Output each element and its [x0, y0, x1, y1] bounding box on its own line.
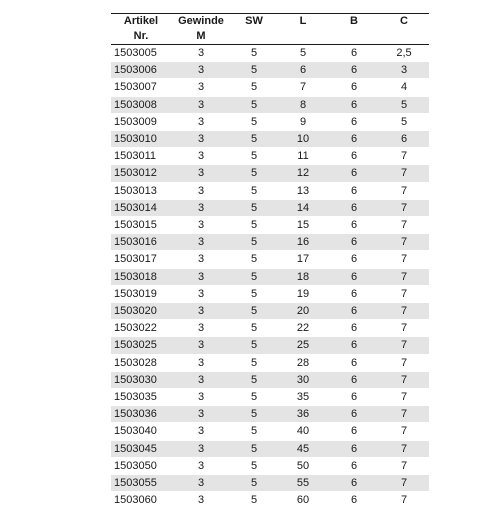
cell-artikel: 1503005 — [111, 45, 171, 62]
cell-b: 6 — [329, 165, 379, 182]
cell-gewinde: 3 — [171, 268, 231, 285]
cell-artikel: 1503008 — [111, 96, 171, 113]
cell-gewinde: 3 — [171, 217, 231, 234]
cell-gewinde: 3 — [171, 182, 231, 199]
cell-gewinde: 3 — [171, 199, 231, 216]
header-sw: SW — [231, 14, 277, 30]
cell-gewinde: 3 — [171, 303, 231, 320]
table-row — [111, 45, 429, 62]
cell-c: 7 — [379, 457, 429, 474]
cell-sw: 5 — [231, 113, 277, 130]
cell-artikel: 1503009 — [111, 113, 171, 130]
cell-c: 7 — [379, 182, 429, 199]
cell-gewinde: 3 — [171, 285, 231, 302]
cell-artikel: 1503006 — [111, 62, 171, 79]
header-c-sub — [379, 29, 429, 45]
cell-b: 6 — [329, 389, 379, 406]
cell-artikel: 1503013 — [111, 182, 171, 199]
cell-l: 9 — [277, 113, 329, 130]
table-row — [111, 371, 429, 388]
cell-l: 35 — [277, 389, 329, 406]
cell-l: 6 — [277, 62, 329, 79]
cell-gewinde: 3 — [171, 45, 231, 62]
cell-b: 6 — [329, 492, 379, 509]
cell-artikel: 1503025 — [111, 337, 171, 354]
table-row — [111, 475, 429, 492]
cell-gewinde: 3 — [171, 440, 231, 457]
cell-sw: 5 — [231, 475, 277, 492]
header-artikel: Artikel — [111, 14, 171, 30]
cell-sw: 5 — [231, 303, 277, 320]
cell-l: 50 — [277, 457, 329, 474]
cell-sw: 5 — [231, 182, 277, 199]
cell-sw: 5 — [231, 457, 277, 474]
cell-c: 7 — [379, 251, 429, 268]
cell-c: 2,5 — [379, 45, 429, 62]
cell-c: 7 — [379, 303, 429, 320]
table-row — [111, 148, 429, 165]
cell-gewinde: 3 — [171, 62, 231, 79]
cell-b: 6 — [329, 217, 379, 234]
cell-l: 36 — [277, 406, 329, 423]
cell-sw: 5 — [231, 285, 277, 302]
cell-b: 6 — [329, 62, 379, 79]
cell-c: 7 — [379, 320, 429, 337]
cell-c: 7 — [379, 440, 429, 457]
cell-c: 7 — [379, 475, 429, 492]
table-row — [111, 62, 429, 79]
cell-sw: 5 — [231, 148, 277, 165]
cell-c: 7 — [379, 199, 429, 216]
cell-l: 60 — [277, 492, 329, 509]
table-row — [111, 234, 429, 251]
cell-l: 12 — [277, 165, 329, 182]
cell-gewinde: 3 — [171, 320, 231, 337]
cell-b: 6 — [329, 320, 379, 337]
cell-l: 5 — [277, 45, 329, 62]
cell-sw: 5 — [231, 371, 277, 388]
cell-gewinde: 3 — [171, 457, 231, 474]
cell-l: 13 — [277, 182, 329, 199]
table-row — [111, 165, 429, 182]
cell-b: 6 — [329, 199, 379, 216]
cell-b: 6 — [329, 337, 379, 354]
cell-artikel: 1503060 — [111, 492, 171, 509]
cell-c: 5 — [379, 96, 429, 113]
cell-artikel: 1503019 — [111, 285, 171, 302]
cell-gewinde: 3 — [171, 96, 231, 113]
table-header — [111, 14, 429, 45]
cell-c: 6 — [379, 131, 429, 148]
cell-gewinde: 3 — [171, 423, 231, 440]
header-artikel-sub: Nr. — [111, 29, 171, 45]
table-row — [111, 113, 429, 130]
cell-sw: 5 — [231, 251, 277, 268]
cell-artikel: 1503020 — [111, 303, 171, 320]
cell-gewinde: 3 — [171, 79, 231, 96]
cell-artikel: 1503017 — [111, 251, 171, 268]
cell-l: 17 — [277, 251, 329, 268]
cell-sw: 5 — [231, 62, 277, 79]
cell-c: 5 — [379, 113, 429, 130]
cell-sw: 5 — [231, 440, 277, 457]
cell-artikel: 1503011 — [111, 148, 171, 165]
cell-l: 19 — [277, 285, 329, 302]
table-row — [111, 251, 429, 268]
cell-b: 6 — [329, 148, 379, 165]
header-row-sub — [111, 29, 429, 45]
header-l: L — [277, 14, 329, 30]
cell-artikel: 1503018 — [111, 268, 171, 285]
cell-l: 11 — [277, 148, 329, 165]
table-row — [111, 268, 429, 285]
cell-b: 6 — [329, 475, 379, 492]
table-row — [111, 217, 429, 234]
header-b: B — [329, 14, 379, 30]
cell-artikel: 1503022 — [111, 320, 171, 337]
cell-l: 22 — [277, 320, 329, 337]
cell-artikel: 1503010 — [111, 131, 171, 148]
table-row — [111, 492, 429, 509]
cell-sw: 5 — [231, 217, 277, 234]
cell-c: 7 — [379, 285, 429, 302]
table-row — [111, 182, 429, 199]
table-row — [111, 354, 429, 371]
table-row — [111, 79, 429, 96]
table-row — [111, 440, 429, 457]
cell-l: 30 — [277, 371, 329, 388]
table-row — [111, 199, 429, 216]
cell-gewinde: 3 — [171, 113, 231, 130]
cell-l: 18 — [277, 268, 329, 285]
cell-sw: 5 — [231, 337, 277, 354]
cell-l: 25 — [277, 337, 329, 354]
cell-b: 6 — [329, 251, 379, 268]
cell-sw: 5 — [231, 45, 277, 62]
cell-sw: 5 — [231, 199, 277, 216]
cell-sw: 5 — [231, 389, 277, 406]
cell-gewinde: 3 — [171, 148, 231, 165]
cell-sw: 5 — [231, 79, 277, 96]
cell-artikel: 1503028 — [111, 354, 171, 371]
cell-l: 8 — [277, 96, 329, 113]
cell-artikel: 1503030 — [111, 371, 171, 388]
cell-b: 6 — [329, 406, 379, 423]
cell-b: 6 — [329, 234, 379, 251]
cell-c: 7 — [379, 217, 429, 234]
cell-c: 7 — [379, 389, 429, 406]
cell-c: 4 — [379, 79, 429, 96]
cell-b: 6 — [329, 354, 379, 371]
cell-b: 6 — [329, 268, 379, 285]
cell-artikel: 1503040 — [111, 423, 171, 440]
cell-gewinde: 3 — [171, 406, 231, 423]
cell-c: 7 — [379, 371, 429, 388]
cell-gewinde: 3 — [171, 251, 231, 268]
cell-c: 7 — [379, 492, 429, 509]
cell-l: 45 — [277, 440, 329, 457]
header-c: C — [379, 14, 429, 30]
header-b-sub — [329, 29, 379, 45]
cell-c: 7 — [379, 234, 429, 251]
cell-l: 28 — [277, 354, 329, 371]
cell-gewinde: 3 — [171, 371, 231, 388]
cell-l: 15 — [277, 217, 329, 234]
cell-c: 3 — [379, 62, 429, 79]
cell-gewinde: 3 — [171, 354, 231, 371]
cell-c: 7 — [379, 165, 429, 182]
cell-c: 7 — [379, 268, 429, 285]
table-row — [111, 96, 429, 113]
cell-l: 10 — [277, 131, 329, 148]
cell-b: 6 — [329, 113, 379, 130]
cell-b: 6 — [329, 45, 379, 62]
cell-artikel: 1503014 — [111, 199, 171, 216]
cell-b: 6 — [329, 371, 379, 388]
table-row — [111, 337, 429, 354]
cell-artikel: 1503016 — [111, 234, 171, 251]
cell-sw: 5 — [231, 131, 277, 148]
cell-l: 16 — [277, 234, 329, 251]
table-row — [111, 406, 429, 423]
header-row-main — [111, 14, 429, 30]
table-body — [111, 45, 429, 509]
cell-c: 7 — [379, 423, 429, 440]
cell-sw: 5 — [231, 492, 277, 509]
cell-b: 6 — [329, 131, 379, 148]
table-row — [111, 285, 429, 302]
header-gewinde-sub: M — [171, 29, 231, 45]
cell-c: 7 — [379, 406, 429, 423]
product-spec-table — [111, 13, 429, 509]
cell-b: 6 — [329, 303, 379, 320]
cell-sw: 5 — [231, 320, 277, 337]
cell-b: 6 — [329, 457, 379, 474]
header-l-sub — [277, 29, 329, 45]
cell-l: 7 — [277, 79, 329, 96]
cell-gewinde: 3 — [171, 492, 231, 509]
cell-gewinde: 3 — [171, 234, 231, 251]
table-row — [111, 457, 429, 474]
cell-b: 6 — [329, 182, 379, 199]
cell-b: 6 — [329, 79, 379, 96]
table-row — [111, 320, 429, 337]
cell-sw: 5 — [231, 165, 277, 182]
cell-artikel: 1503036 — [111, 406, 171, 423]
cell-artikel: 1503045 — [111, 440, 171, 457]
table-row — [111, 303, 429, 320]
cell-c: 7 — [379, 337, 429, 354]
cell-l: 40 — [277, 423, 329, 440]
cell-l: 20 — [277, 303, 329, 320]
cell-b: 6 — [329, 285, 379, 302]
cell-sw: 5 — [231, 268, 277, 285]
cell-gewinde: 3 — [171, 165, 231, 182]
cell-artikel: 1503055 — [111, 475, 171, 492]
cell-artikel: 1503015 — [111, 217, 171, 234]
cell-sw: 5 — [231, 96, 277, 113]
cell-gewinde: 3 — [171, 389, 231, 406]
cell-b: 6 — [329, 440, 379, 457]
cell-sw: 5 — [231, 354, 277, 371]
table-row — [111, 423, 429, 440]
cell-sw: 5 — [231, 234, 277, 251]
cell-artikel: 1503007 — [111, 79, 171, 96]
cell-b: 6 — [329, 423, 379, 440]
cell-gewinde: 3 — [171, 475, 231, 492]
table-row — [111, 131, 429, 148]
cell-gewinde: 3 — [171, 131, 231, 148]
cell-artikel: 1503012 — [111, 165, 171, 182]
table-row — [111, 389, 429, 406]
cell-sw: 5 — [231, 423, 277, 440]
cell-c: 7 — [379, 354, 429, 371]
header-gewinde: Gewinde — [171, 14, 231, 30]
cell-artikel: 1503050 — [111, 457, 171, 474]
header-sw-sub — [231, 29, 277, 45]
cell-artikel: 1503035 — [111, 389, 171, 406]
cell-l: 14 — [277, 199, 329, 216]
cell-gewinde: 3 — [171, 337, 231, 354]
cell-b: 6 — [329, 96, 379, 113]
cell-sw: 5 — [231, 406, 277, 423]
cell-c: 7 — [379, 148, 429, 165]
cell-l: 55 — [277, 475, 329, 492]
